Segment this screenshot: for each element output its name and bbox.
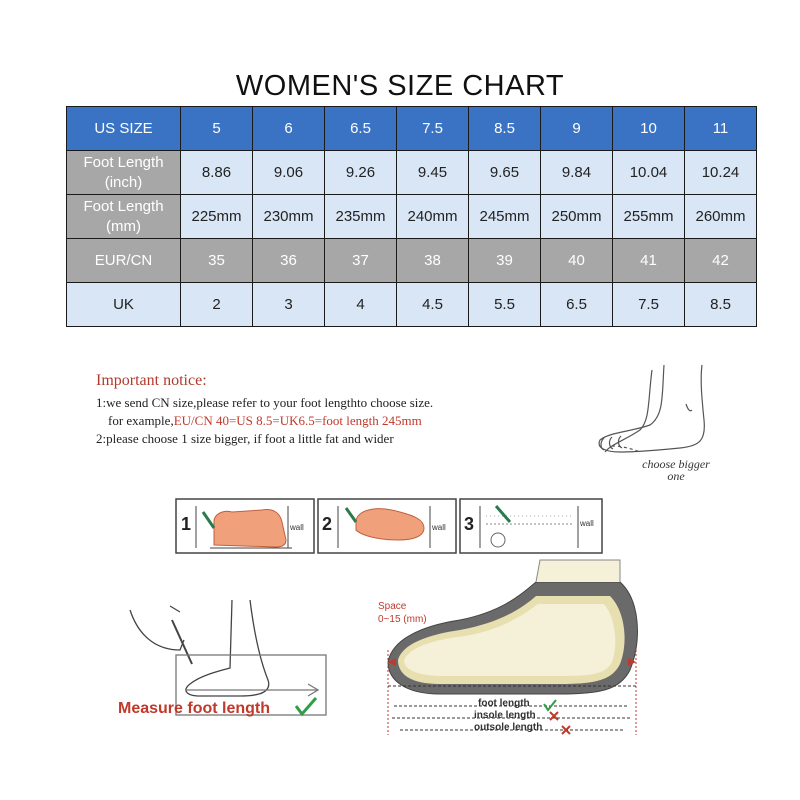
table-cell: 230mm (253, 195, 325, 239)
page-title: WOMEN'S SIZE CHART (235, 70, 565, 102)
table-cell: 6 (253, 107, 325, 151)
table-cell: 260mm (685, 195, 757, 239)
outsole-length-label: outsole length (474, 722, 543, 733)
table-cell: 3 (253, 283, 325, 327)
table-cell: 42 (685, 239, 757, 283)
table-cell: 2 (181, 283, 253, 327)
table-cell: 4 (325, 283, 397, 327)
table-cell: 7.5 (613, 283, 685, 327)
table-cell: 6.5 (325, 107, 397, 151)
notice-example: EU/CN 40=US 8.5=UK6.5=foot length 245mm (173, 413, 422, 428)
table-cell: 245mm (469, 195, 541, 239)
wall-label: wall (290, 523, 304, 532)
table-cell: 35 (181, 239, 253, 283)
measure-foot-length-label: Measure foot length (118, 700, 271, 717)
table-cell: 9.45 (397, 151, 469, 195)
table-cell: 240mm (397, 195, 469, 239)
cross-icon (550, 712, 570, 734)
table-cell: 9.06 (253, 151, 325, 195)
space-label-line1: Space (378, 601, 407, 612)
row-label: UK (67, 283, 181, 327)
table-cell: 235mm (325, 195, 397, 239)
wall-label: wall (580, 519, 594, 528)
table-cell: 40 (541, 239, 613, 283)
row-label: US SIZE (67, 107, 181, 151)
table-cell: 38 (397, 239, 469, 283)
row-label: Foot Length (inch) (67, 151, 181, 195)
check-icon (296, 698, 316, 714)
step-number: 1 (181, 514, 192, 534)
table-cell: 225mm (181, 195, 253, 239)
table-cell: 4.5 (397, 283, 469, 327)
step-number: 3 (464, 514, 475, 534)
check-icon (544, 700, 556, 710)
row-label: Foot Length (mm) (67, 195, 181, 239)
space-label-line2: 0~15 (mm) (378, 614, 427, 625)
notice-heading: Important notice: (96, 372, 207, 389)
table-cell: 39 (469, 239, 541, 283)
table-cell: 6.5 (541, 283, 613, 327)
table-cell: 250mm (541, 195, 613, 239)
row-label: EUR/CN (67, 239, 181, 283)
notice-line-1: 1:we send CN size,please refer to your foot lengthto choose size. (96, 395, 434, 410)
table-cell: 8.5 (469, 107, 541, 151)
table-cell: 9 (541, 107, 613, 151)
notice-line-3: 2:please choose 1 size bigger, if foot a little fat and wider (96, 431, 394, 446)
foot-sketch-icon (599, 365, 704, 452)
table-cell: 7.5 (397, 107, 469, 151)
foot-length-label: foot length (478, 698, 530, 709)
table-cell: 5 (181, 107, 253, 151)
table-cell: 8.5 (685, 283, 757, 327)
table-cell: 5.5 (469, 283, 541, 327)
table-cell: 255mm (613, 195, 685, 239)
table-cell: 9.84 (541, 151, 613, 195)
choose-bigger-label: choose bigger one (642, 457, 710, 483)
table-cell: 8.86 (181, 151, 253, 195)
table-cell: 9.26 (325, 151, 397, 195)
table-cell: 36 (253, 239, 325, 283)
measure-sketch-icon (130, 600, 326, 715)
insole-length-label: insole length (474, 710, 536, 721)
space-label (378, 600, 427, 626)
table-cell: 9.65 (469, 151, 541, 195)
table-cell: 41 (613, 239, 685, 283)
wall-label: wall (432, 523, 446, 532)
table-cell: 10.04 (613, 151, 685, 195)
step-number: 2 (322, 514, 333, 534)
table-cell: 11 (685, 107, 757, 151)
table-cell: 10.24 (685, 151, 757, 195)
table-cell: 10 (613, 107, 685, 151)
table-cell: 37 (325, 239, 397, 283)
notice-line-2-prefix: for example, (108, 413, 174, 428)
